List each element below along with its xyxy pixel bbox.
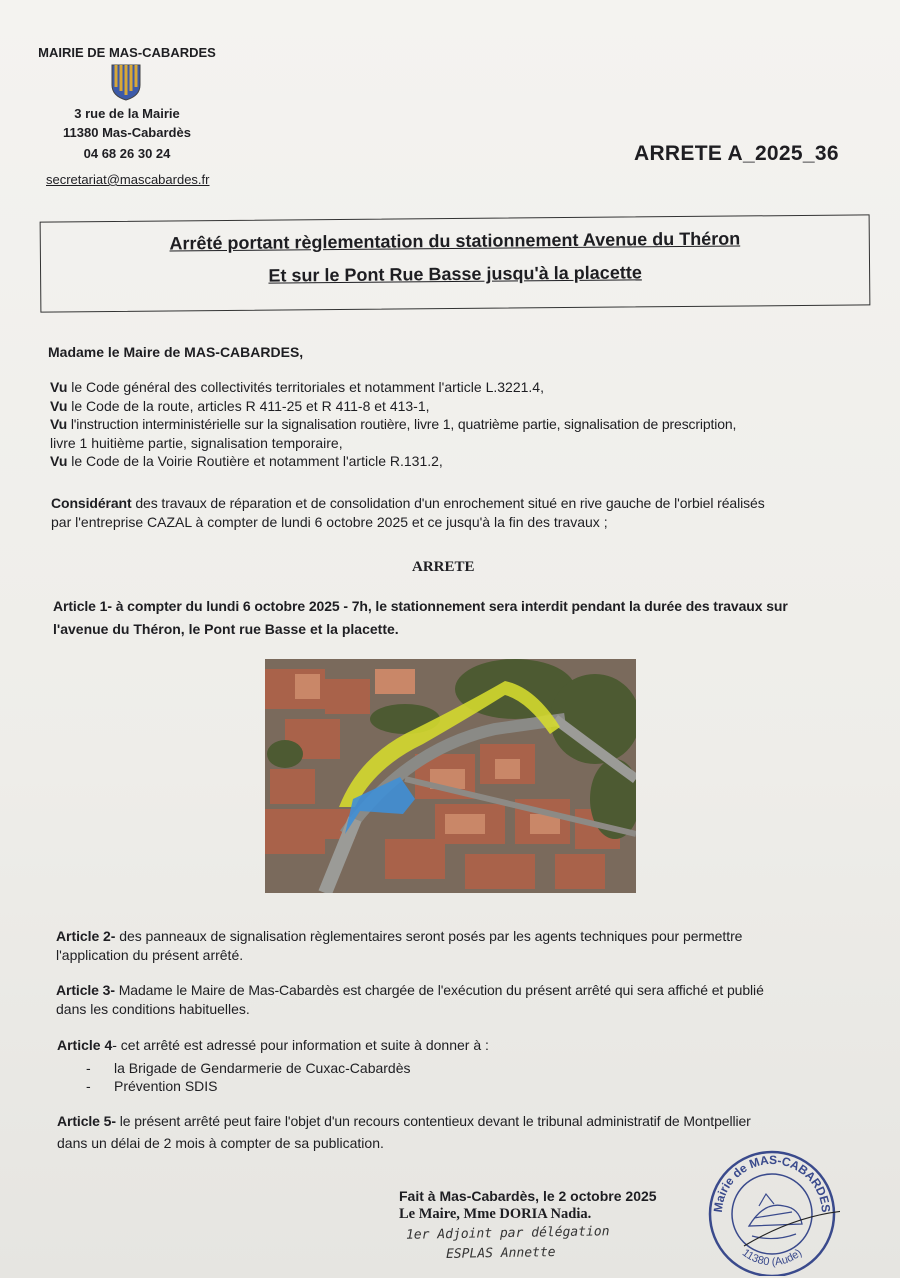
svg-text:11380 (Aude): 11380 (Aude)	[739, 1246, 805, 1269]
article-1-line1: Article 1- à compter du lundi 6 octobre 2025 - 7h, le stationnement sera interdit pendant la durée des travaux sur	[53, 598, 788, 614]
article-4-line1: Article 4- cet arrêté est adressé pour information et suite à donner à :	[57, 1037, 489, 1053]
article-2-line1: Article 2- des panneaux de signalisation règlementaires seront posés par les agents techniques pour permettre	[56, 928, 743, 944]
phone-number: 04 68 26 30 24	[83, 146, 171, 161]
vu-item-continued: livre 1 huitième partie, signalisation temporaire,	[50, 434, 343, 451]
article-1-line2: l'avenue du Théron, le Pont rue Basse et la placette.	[53, 621, 399, 637]
signatory: Le Maire, Mme DORIA Nadia.	[399, 1206, 592, 1222]
article-5-line2: dans un délai de 2 mois à compter de sa publication.	[57, 1135, 384, 1151]
article-4-item: - Prévention SDIS	[86, 1078, 218, 1094]
mairie-name: MAIRIE DE MAS-CABARDES	[38, 45, 216, 60]
considerant: Considérant des travaux de réparation et de consolidation d'un enrochement situé en rive gauche de l'orbiel réalisés par l'entreprise CAZAL à compter de lundi 6 octobre 2025 et ce jusqu'à la fin des travaux ;	[51, 495, 765, 530]
arrete-number: ARRETE A_2025_36	[634, 142, 839, 165]
address-line2: 11380 Mas-Cabardès	[63, 125, 191, 140]
title-box	[40, 214, 871, 312]
article-4-item: - la Brigade de Gendarmerie de Cuxac-Cabardès	[86, 1060, 411, 1076]
article-5-line1: Article 5- le présent arrêté peut faire l'objet d'un recours contentieux devant le tribunal administratif de Montpellier	[57, 1113, 751, 1129]
handwritten-delegation: 1er Adjoint par délégation	[405, 1224, 610, 1243]
vu-item: Vu le Code général des collectivités territoriales et notamment l'article L.3221.4,	[50, 379, 544, 395]
aerial-map-image	[265, 659, 636, 893]
coat-of-arms-icon	[110, 63, 142, 101]
article-2-line2: l'application du présent arrêté.	[56, 947, 244, 963]
email-link[interactable]: secretariat@mascabardes.fr	[46, 172, 210, 187]
title-line2: Et sur le Pont Rue Basse jusqu'à la placette	[268, 262, 642, 286]
article-3-line2: dans les conditions habituelles.	[56, 1001, 250, 1017]
address-line1: 3 rue de la Mairie	[74, 106, 180, 121]
mairie-stamp-icon	[704, 1146, 840, 1276]
vu-item: Vu le Code de la route, articles R 411-25 et R 411-8 et 413-1,	[50, 397, 430, 414]
article-3-line1: Article 3- Madame le Maire de Mas-Cabardès est chargée de l'exécution du présent arrêté qui sera affiché et publié	[56, 982, 764, 998]
vu-item: Vu le Code de la Voirie Routière et notamment l'article R.131.2,	[50, 453, 443, 469]
vu-list	[50, 378, 870, 471]
addressee: Madame le Maire de MAS-CABARDES,	[48, 344, 304, 360]
place-date: Fait à Mas-Cabardès, le 2 octobre 2025	[399, 1188, 657, 1204]
handwritten-name: ESPLAS Annette	[445, 1245, 556, 1262]
arrete-heading: ARRETE	[412, 559, 475, 575]
vu-item: Vu l'instruction interministérielle sur la signalisation routière, livre 1, quatrième partie, signalisation de prescription,	[50, 416, 737, 432]
svg-text:Mairie de MAS-CABARDES: Mairie de MAS-CABARDES	[710, 1152, 834, 1214]
title-line1: Arrêté portant règlementation du stationnement Avenue du Théron	[169, 228, 741, 254]
